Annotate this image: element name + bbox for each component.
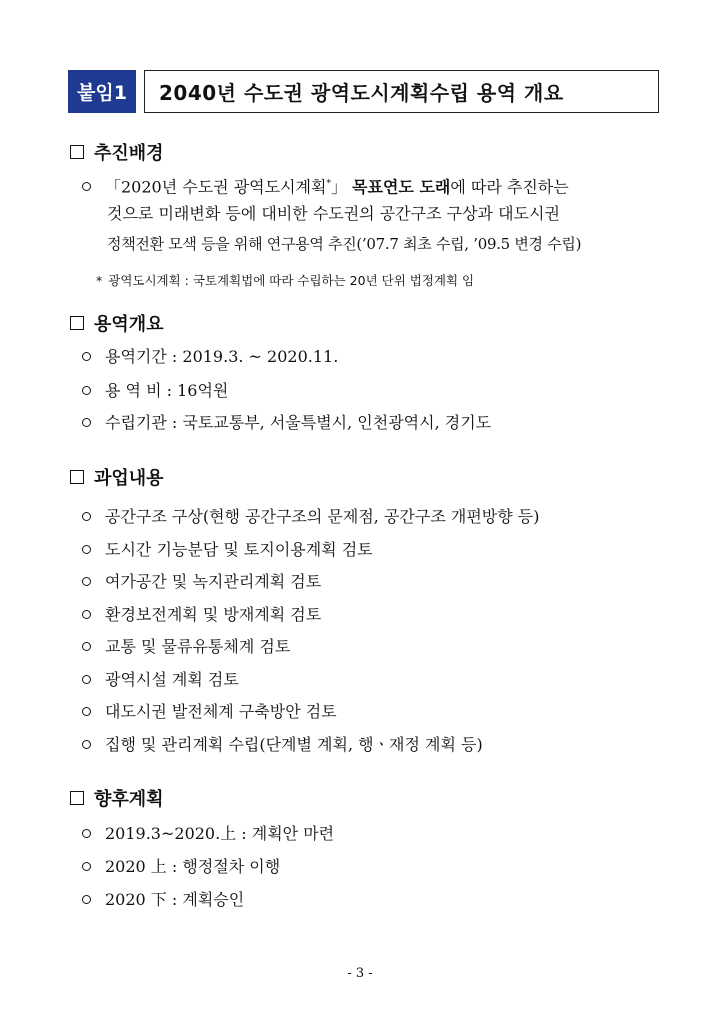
checkbox-square-icon (70, 145, 84, 159)
document-title: 2040년 수도권 광역도시계획수립 용역 개요 (144, 70, 659, 113)
footnote-text: 광역도시계획 : 국토계획법에 따라 수립하는 20년 단위 법정계획 임 (108, 273, 475, 288)
section-heading-overview (70, 310, 164, 336)
section-heading-text: 과업내용 (94, 468, 164, 489)
list-item-text: 2019.3~2020.上 : 계획안 마련 (105, 824, 335, 843)
circle-bullet-icon (82, 512, 91, 521)
checkbox-square-icon (70, 316, 84, 330)
list-item-text: 2020 下 : 계획승인 (105, 890, 245, 909)
list-item-text: 공간구조 구상(현행 공간구조의 문제점, 공간구조 개편방향 등) (105, 507, 540, 526)
section-heading-plan (70, 785, 164, 811)
list-item (82, 412, 491, 434)
section-heading-text: 추진배경 (94, 143, 164, 164)
circle-bullet-icon (82, 545, 91, 554)
background-line3: 정책전환 모색 등을 위해 연구용역 추진(’07.7 최초 수립, ’09.5 변경 수립) (107, 235, 582, 253)
list-item (82, 889, 244, 911)
list-item (82, 604, 321, 626)
list-item-text: 2020 上 : 행정절차 이행 (105, 857, 281, 876)
circle-bullet-icon (82, 862, 91, 871)
circle-bullet-icon (82, 895, 91, 904)
list-item-text: 도시간 기능분담 및 토지이용계획 검토 (105, 540, 373, 559)
list-item (82, 823, 334, 845)
list-item (82, 856, 280, 878)
footnote-star: * (96, 273, 103, 288)
section-heading-text: 용역개요 (94, 314, 164, 335)
list-item (82, 380, 228, 402)
background-footnote (96, 271, 474, 289)
list-item-text: 환경보전계획 및 방재계획 검토 (105, 605, 322, 624)
document-title-block (68, 70, 659, 113)
circle-bullet-icon (82, 352, 91, 361)
attachment-badge: 붙임1 (68, 70, 136, 113)
circle-bullet-icon (82, 829, 91, 838)
circle-bullet-icon (82, 740, 91, 749)
list-item-text: 교통 및 물류유통체계 검토 (105, 637, 291, 656)
background-line1-mid: 」 (330, 177, 353, 197)
circle-bullet-icon (82, 642, 91, 651)
background-line1-pre: 「2020년 수도권 광역도시계획 (105, 177, 327, 197)
circle-bullet-icon (82, 675, 91, 684)
background-bullet (82, 173, 569, 198)
circle-bullet-icon (82, 182, 91, 191)
circle-bullet-icon (82, 577, 91, 586)
list-item (82, 701, 337, 723)
section-heading-text: 향후계획 (94, 789, 164, 810)
circle-bullet-icon (82, 707, 91, 716)
list-item (82, 669, 239, 691)
list-item-text: 용 역 비 : 16억원 (105, 381, 229, 400)
background-line2: 것으로 미래변화 등에 대비한 수도권의 공간구조 구상과 대도시권 (107, 204, 560, 223)
list-item-text: 여가공간 및 녹지관리계획 검토 (105, 572, 322, 591)
circle-bullet-icon (82, 386, 91, 395)
list-item (82, 571, 321, 593)
checkbox-square-icon (70, 470, 84, 484)
list-item (82, 539, 373, 561)
background-emphasis: 목표연도 도래 (352, 177, 451, 197)
background-line1-post: 에 따라 추진하는 (450, 177, 569, 197)
list-item-text: 집행 및 관리계획 수립(단계별 계획, 행ㆍ재정 계획 등) (105, 735, 483, 754)
list-item (82, 506, 540, 528)
section-heading-tasks (70, 464, 164, 490)
list-item (82, 636, 290, 658)
list-item (82, 346, 338, 368)
circle-bullet-icon (82, 418, 91, 427)
list-item-text: 대도시권 발전체계 구축방안 검토 (105, 702, 337, 721)
list-item-text: 수립기관 : 국토교통부, 서울특별시, 인천광역시, 경기도 (105, 413, 492, 432)
checkbox-square-icon (70, 791, 84, 805)
circle-bullet-icon (82, 610, 91, 619)
list-item-text: 광역시설 계획 검토 (105, 670, 239, 689)
list-item-text: 용역기간 : 2019.3. ~ 2020.11. (105, 347, 339, 366)
list-item (82, 734, 483, 756)
page-number: - 3 - (347, 966, 373, 981)
section-heading-background (70, 139, 164, 165)
footnote-marker: * (326, 179, 331, 189)
